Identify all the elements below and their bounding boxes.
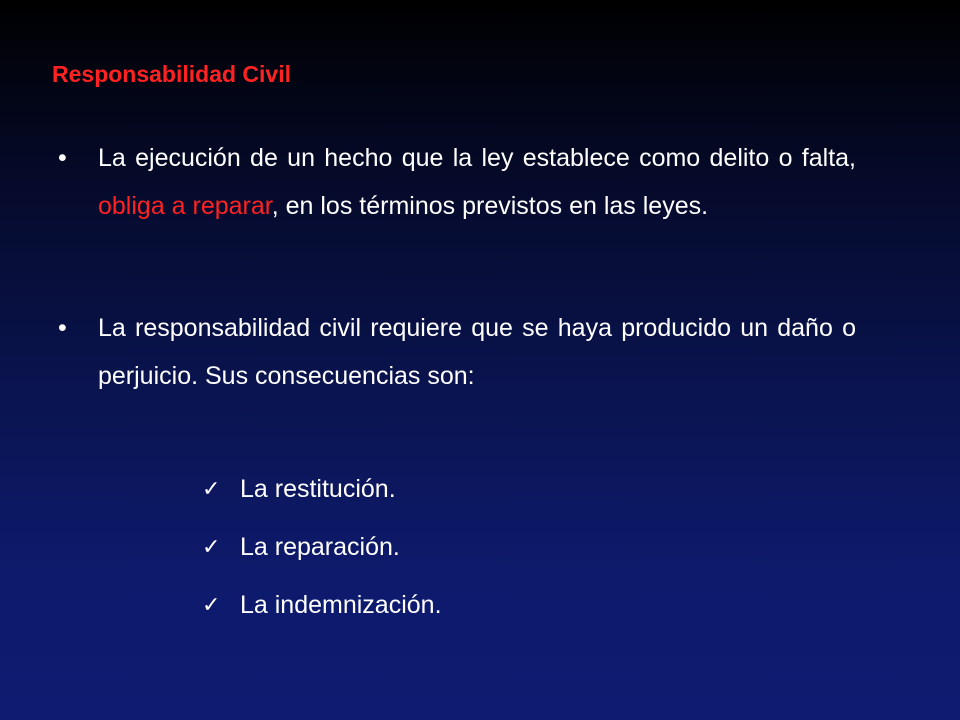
checkmark-icon: ✓	[202, 476, 221, 501]
bullet-icon: •	[58, 144, 67, 172]
checklist-item-indemnization	[202, 576, 442, 634]
bullet-item-2	[58, 304, 856, 400]
bullet-icon: •	[58, 314, 67, 342]
slide-title: Responsabilidad Civil	[52, 61, 291, 87]
bullet-text-1-after: , en los términos previstos en las leyes.	[271, 192, 709, 220]
checkmark-icon: ✓	[202, 534, 221, 559]
checklist-item-reparation	[202, 518, 442, 576]
checklist-item-label: La reparación.	[240, 533, 400, 561]
bullet-item-1	[58, 134, 856, 230]
bullet-text-2: La responsabilidad civil requiere que se haya producido un daño o perjuicio. Sus consecuencias son:	[98, 314, 856, 390]
bullet-text-1-highlight: obliga a reparar	[98, 192, 272, 220]
checklist-item-restitution	[202, 460, 442, 518]
bullet-text-1-before: La ejecución de un hecho que la ley establece como delito o falta,	[98, 144, 856, 172]
checkmark-icon: ✓	[202, 592, 221, 617]
checklist-item-label: La restitución.	[240, 475, 396, 503]
checklist-item-label: La indemnización.	[240, 591, 442, 619]
consequences-checklist	[202, 460, 442, 634]
bullet-text-1	[98, 134, 856, 230]
